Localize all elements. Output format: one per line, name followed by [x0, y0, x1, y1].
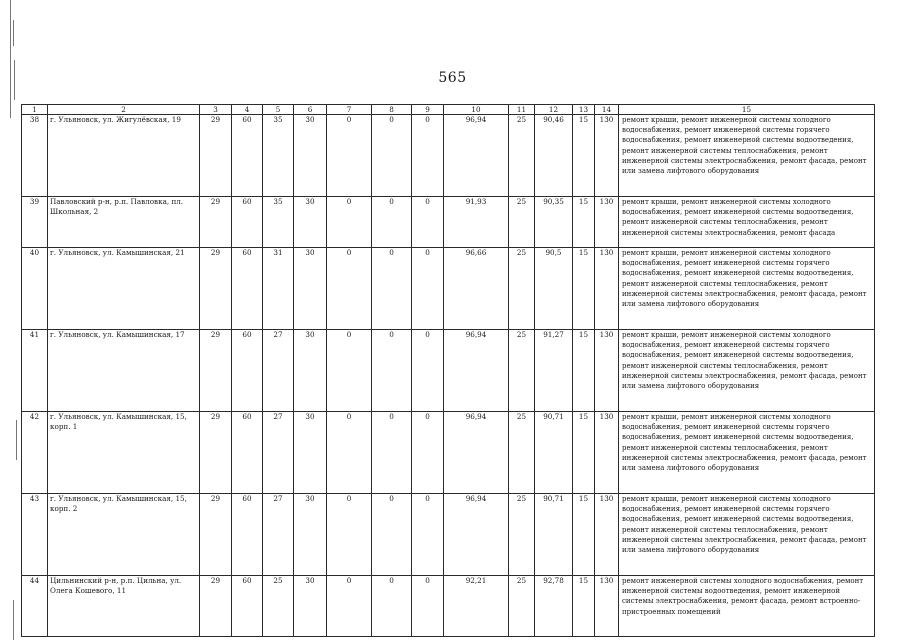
- value-cell: 92,21: [444, 576, 509, 637]
- value-cell: 60: [232, 494, 263, 576]
- works-cell: ремонт крыши, ремонт инженерной системы холодного водоснабжения, ремонт инженерной системы горячего водоснабжения, ремонт инженерной системы водоотведения, ремонт инженерной системы теплоснабжения, ремонт инженерной системы электроснабжения, ремонт фасада, ремонт или замена лифтового оборудования: [619, 412, 875, 494]
- left-margin-mark: [16, 420, 17, 460]
- page-number: 565: [438, 70, 467, 86]
- value-cell: 29: [200, 197, 232, 248]
- value-cell: 25: [509, 197, 535, 248]
- address-cell: г. Ульяновск, ул. Жигулёвская, 19: [48, 115, 200, 197]
- table-row: [22, 248, 875, 330]
- value-cell: 30: [294, 412, 327, 494]
- address-cell: г. Ульяновск, ул. Камышинская, 15, корп. 1: [48, 412, 200, 494]
- address-cell: Павловский р-н, р.п. Павловка, пл. Школьная, 2: [48, 197, 200, 248]
- column-header: 4: [232, 105, 263, 115]
- value-cell: 15: [573, 412, 595, 494]
- value-cell: 15: [573, 494, 595, 576]
- address-cell: г. Ульяновск, ул. Камышинская, 21: [48, 248, 200, 330]
- address-cell: г. Ульяновск, ул. Камышинская, 17: [48, 330, 200, 412]
- value-cell: 90,71: [535, 412, 573, 494]
- table-row: [22, 197, 875, 248]
- value-cell: 25: [509, 115, 535, 197]
- works-cell: ремонт крыши, ремонт инженерной системы холодного водоснабжения, ремонт инженерной системы водоотведения, ремонт инженерной системы теплоснабжения, ремонт инженерной системы электроснабжения, ремонт фасада: [619, 197, 875, 248]
- value-cell: 90,5: [535, 248, 573, 330]
- table-row: [22, 330, 875, 412]
- works-cell: ремонт крыши, ремонт инженерной системы холодного водоснабжения, ремонт инженерной системы горячего водоснабжения, ремонт инженерной системы водоотведения, ремонт инженерной системы теплоснабжения, ремонт инженерной системы электроснабжения, ремонт фасада, ремонт или замена лифтового оборудования: [619, 115, 875, 197]
- column-header: 7: [327, 105, 372, 115]
- value-cell: 30: [294, 248, 327, 330]
- value-cell: 92,78: [535, 576, 573, 637]
- value-cell: 60: [232, 412, 263, 494]
- table-row: [22, 412, 875, 494]
- column-header: 6: [294, 105, 327, 115]
- value-cell: 96,94: [444, 494, 509, 576]
- value-cell: 0: [412, 412, 444, 494]
- works-cell: ремонт крыши, ремонт инженерной системы холодного водоснабжения, ремонт инженерной системы горячего водоснабжения, ремонт инженерной системы водоотведения, ремонт инженерной системы теплоснабжения, ремонт инженерной системы электроснабжения, ремонт фасада, ремонт или замена лифтового оборудования: [619, 248, 875, 330]
- value-cell: 0: [372, 330, 412, 412]
- value-cell: 60: [232, 115, 263, 197]
- value-cell: 0: [412, 197, 444, 248]
- value-cell: 25: [509, 248, 535, 330]
- left-margin-mark: [13, 600, 14, 640]
- value-cell: 25: [509, 412, 535, 494]
- row-number: 38: [22, 115, 48, 197]
- value-cell: 25: [509, 494, 535, 576]
- value-cell: 0: [327, 197, 372, 248]
- value-cell: 0: [372, 576, 412, 637]
- value-cell: 60: [232, 576, 263, 637]
- column-header: 8: [372, 105, 412, 115]
- value-cell: 29: [200, 115, 232, 197]
- value-cell: 0: [327, 115, 372, 197]
- left-margin-mark: [10, 0, 11, 118]
- value-cell: 0: [412, 494, 444, 576]
- value-cell: 15: [573, 197, 595, 248]
- value-cell: 0: [372, 494, 412, 576]
- value-cell: 30: [294, 494, 327, 576]
- value-cell: 130: [595, 197, 619, 248]
- value-cell: 29: [200, 576, 232, 637]
- value-cell: 0: [327, 330, 372, 412]
- value-cell: 96,66: [444, 248, 509, 330]
- row-number: 41: [22, 330, 48, 412]
- value-cell: 130: [595, 494, 619, 576]
- value-cell: 0: [372, 197, 412, 248]
- value-cell: 35: [263, 197, 294, 248]
- value-cell: 60: [232, 330, 263, 412]
- address-cell: г. Ульяновск, ул. Камышинская, 15, корп. 2: [48, 494, 200, 576]
- value-cell: 130: [595, 330, 619, 412]
- column-header: 9: [412, 105, 444, 115]
- column-header: 11: [509, 105, 535, 115]
- value-cell: 30: [294, 115, 327, 197]
- table-row: [22, 115, 875, 197]
- row-number: 40: [22, 248, 48, 330]
- value-cell: 0: [327, 494, 372, 576]
- value-cell: 90,46: [535, 115, 573, 197]
- works-cell: ремонт крыши, ремонт инженерной системы холодного водоснабжения, ремонт инженерной системы горячего водоснабжения, ремонт инженерной системы водоотведения, ремонт инженерной системы теплоснабжения, ремонт инженерной системы электроснабжения, ремонт фасада, ремонт или замена лифтового оборудования: [619, 330, 875, 412]
- value-cell: 130: [595, 115, 619, 197]
- address-cell: Цильнинский р-н, р.п. Цильна, ул. Олега Кошевого, 11: [48, 576, 200, 637]
- value-cell: 0: [412, 115, 444, 197]
- value-cell: 29: [200, 494, 232, 576]
- left-margin-mark: [14, 60, 15, 100]
- value-cell: 30: [294, 576, 327, 637]
- value-cell: 96,94: [444, 115, 509, 197]
- value-cell: 91,93: [444, 197, 509, 248]
- column-header: 3: [200, 105, 232, 115]
- value-cell: 0: [372, 412, 412, 494]
- value-cell: 27: [263, 494, 294, 576]
- value-cell: 35: [263, 115, 294, 197]
- value-cell: 0: [327, 248, 372, 330]
- repair-program-table: [21, 104, 875, 637]
- value-cell: 15: [573, 330, 595, 412]
- value-cell: 31: [263, 248, 294, 330]
- table-row: [22, 576, 875, 637]
- row-number: 42: [22, 412, 48, 494]
- value-cell: 0: [327, 412, 372, 494]
- value-cell: 25: [263, 576, 294, 637]
- header-row: [22, 105, 875, 115]
- value-cell: 25: [509, 576, 535, 637]
- value-cell: 91,27: [535, 330, 573, 412]
- value-cell: 60: [232, 248, 263, 330]
- value-cell: 90,71: [535, 494, 573, 576]
- value-cell: 130: [595, 248, 619, 330]
- row-number: 43: [22, 494, 48, 576]
- column-header: 12: [535, 105, 573, 115]
- value-cell: 0: [372, 248, 412, 330]
- column-header: 1: [22, 105, 48, 115]
- column-header: 15: [619, 105, 875, 115]
- value-cell: 29: [200, 412, 232, 494]
- value-cell: 0: [372, 115, 412, 197]
- value-cell: 96,94: [444, 412, 509, 494]
- column-header: 2: [48, 105, 200, 115]
- value-cell: 30: [294, 197, 327, 248]
- value-cell: 15: [573, 248, 595, 330]
- value-cell: 27: [263, 412, 294, 494]
- value-cell: 96,94: [444, 330, 509, 412]
- value-cell: 130: [595, 576, 619, 637]
- value-cell: 15: [573, 115, 595, 197]
- value-cell: 0: [412, 248, 444, 330]
- value-cell: 25: [509, 330, 535, 412]
- column-header: 10: [444, 105, 509, 115]
- value-cell: 29: [200, 248, 232, 330]
- value-cell: 30: [294, 330, 327, 412]
- value-cell: 0: [412, 330, 444, 412]
- value-cell: 90,35: [535, 197, 573, 248]
- row-number: 39: [22, 197, 48, 248]
- column-header: 13: [573, 105, 595, 115]
- value-cell: 0: [412, 576, 444, 637]
- value-cell: 15: [573, 576, 595, 637]
- value-cell: 0: [327, 576, 372, 637]
- value-cell: 27: [263, 330, 294, 412]
- works-cell: ремонт инженерной системы холодного водоснабжения, ремонт инженерной системы водоотведения, ремонт инженерной системы электроснабжения, ремонт фасада, ремонт встроенно-пристроенных помещений: [619, 576, 875, 637]
- column-header: 5: [263, 105, 294, 115]
- left-margin-mark: [13, 20, 14, 46]
- works-cell: ремонт крыши, ремонт инженерной системы холодного водоснабжения, ремонт инженерной системы горячего водоснабжения, ремонт инженерной системы водоотведения, ремонт инженерной системы теплоснабжения, ремонт инженерной системы электроснабжения, ремонт фасада, ремонт или замена лифтового оборудования: [619, 494, 875, 576]
- value-cell: 130: [595, 412, 619, 494]
- row-number: 44: [22, 576, 48, 637]
- value-cell: 60: [232, 197, 263, 248]
- table-row: [22, 494, 875, 576]
- column-header: 14: [595, 105, 619, 115]
- value-cell: 29: [200, 330, 232, 412]
